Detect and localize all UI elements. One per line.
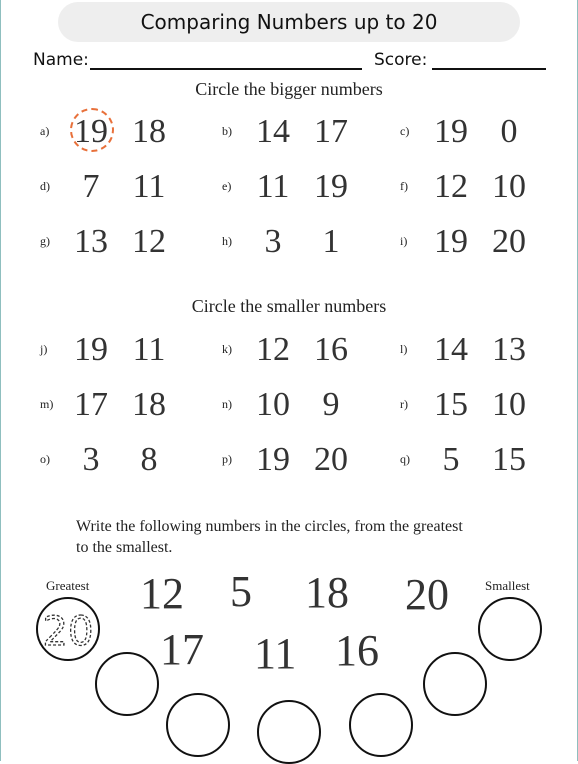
answer-circle-1[interactable] — [36, 597, 100, 661]
score-input-line[interactable] — [432, 68, 546, 70]
example-answer-trace — [38, 599, 98, 659]
choice-number-a[interactable]: 15 — [434, 386, 468, 423]
number-pair-item — [400, 385, 570, 425]
answer-circle-5[interactable] — [349, 693, 413, 757]
number-pair-item — [40, 440, 210, 480]
section1-heading: Circle the bigger numbers — [195, 79, 383, 99]
choice-number-b[interactable]: 20 — [492, 223, 526, 260]
item-letter: p) — [222, 452, 232, 466]
number-pair-item — [40, 167, 210, 207]
number-pair-item — [400, 222, 570, 262]
pool-number: 16 — [335, 626, 379, 675]
choice-number-b[interactable]: 9 — [322, 386, 340, 423]
pool-number: 12 — [140, 569, 184, 618]
answer-circle-2[interactable] — [95, 652, 159, 716]
pool-number: 17 — [160, 625, 204, 674]
item-letter: n) — [222, 397, 232, 411]
choice-number-b[interactable]: 18 — [132, 113, 166, 150]
choice-number-b[interactable]: 1 — [322, 223, 340, 260]
pool-number: 20 — [405, 570, 449, 619]
choice-number-a[interactable]: 19 — [434, 223, 468, 260]
choice-number-b[interactable]: 17 — [314, 113, 348, 150]
title-text: Comparing Numbers up to 20 — [140, 10, 438, 34]
item-letter: a) — [40, 124, 50, 138]
number-pair-item — [400, 330, 570, 370]
choice-number-a[interactable]: 19 — [434, 113, 468, 150]
item-letter: d) — [40, 179, 50, 193]
pool-number: 11 — [254, 629, 297, 678]
choice-number-a[interactable]: 14 — [256, 113, 290, 150]
choice-number-a[interactable]: 14 — [434, 331, 468, 368]
choice-number-b[interactable]: 8 — [140, 441, 158, 478]
number-pair-item — [222, 222, 392, 262]
choice-number-a[interactable]: 3 — [264, 223, 282, 260]
item-letter: m) — [40, 397, 54, 411]
choice-number-a[interactable]: 19 — [74, 113, 108, 150]
answer-circle-3[interactable] — [166, 693, 230, 757]
item-letter: o) — [40, 452, 50, 466]
choice-number-b[interactable]: 13 — [492, 331, 526, 368]
item-letter: r) — [400, 397, 408, 411]
choice-number-a[interactable]: 13 — [74, 223, 108, 260]
smallest-label: Smallest — [485, 578, 530, 593]
item-letter: h) — [222, 234, 232, 248]
number-pair-item — [40, 330, 210, 370]
choice-number-b[interactable]: 16 — [314, 331, 348, 368]
number-pair-item — [400, 440, 570, 480]
number-pair-item — [222, 167, 392, 207]
instruction-line-2: to the smallest. — [76, 539, 173, 556]
choice-number-a[interactable]: 3 — [82, 441, 100, 478]
item-letter: l) — [400, 342, 408, 356]
worksheet-title — [58, 2, 520, 42]
choice-number-b[interactable]: 12 — [132, 223, 166, 260]
pool-number: 18 — [305, 568, 349, 617]
number-pair-item — [40, 385, 210, 425]
greatest-label: Greatest — [46, 578, 90, 593]
item-letter: j) — [40, 342, 48, 356]
choice-number-b[interactable]: 10 — [492, 168, 526, 205]
number-pair-item — [400, 167, 570, 207]
choice-number-a[interactable]: 7 — [82, 168, 100, 205]
choice-number-b[interactable]: 10 — [492, 386, 526, 423]
choice-number-b[interactable]: 19 — [314, 168, 348, 205]
item-letter: i) — [400, 234, 408, 248]
section2-heading: Circle the smaller numbers — [191, 296, 387, 316]
choice-number-b[interactable]: 18 — [132, 386, 166, 423]
answer-circle-7[interactable] — [478, 597, 542, 661]
choice-number-b[interactable]: 11 — [132, 168, 166, 205]
choice-number-b[interactable]: 0 — [500, 113, 518, 150]
choice-number-a[interactable]: 12 — [434, 168, 468, 205]
answer-circle-6[interactable] — [423, 652, 487, 716]
score-label: Score: — [374, 50, 428, 70]
traced-answer-text: 20 — [42, 609, 94, 651]
choice-number-b[interactable]: 20 — [314, 441, 348, 478]
answer-circle-4[interactable] — [257, 700, 321, 764]
name-input-line[interactable] — [90, 68, 362, 70]
pool-number: 5 — [230, 567, 252, 616]
choice-number-a[interactable]: 11 — [256, 168, 290, 205]
item-letter: e) — [222, 179, 232, 193]
choice-number-b[interactable]: 11 — [132, 331, 166, 368]
number-pair-item — [40, 222, 210, 262]
item-letter: f) — [400, 179, 408, 193]
number-pair-item — [222, 330, 392, 370]
number-pair-item — [40, 112, 210, 152]
choice-number-b[interactable]: 15 — [492, 441, 526, 478]
number-pair-item — [222, 112, 392, 152]
number-pair-item — [222, 440, 392, 480]
choice-number-a[interactable]: 19 — [256, 441, 290, 478]
choice-number-a[interactable]: 19 — [74, 331, 108, 368]
item-letter: k) — [222, 342, 232, 356]
traced-number-icon — [42, 607, 94, 651]
item-letter: g) — [40, 234, 50, 248]
name-label: Name: — [33, 50, 89, 70]
instruction-line-1: Write the following numbers in the circles, from the greatest — [76, 518, 463, 535]
choice-number-a[interactable]: 12 — [256, 331, 290, 368]
choice-number-a[interactable]: 17 — [74, 386, 108, 423]
item-letter: b) — [222, 124, 232, 138]
number-pair-item — [222, 385, 392, 425]
choice-number-a[interactable]: 5 — [442, 441, 460, 478]
ordering-instruction — [76, 516, 536, 558]
item-letter: c) — [400, 124, 410, 138]
choice-number-a[interactable]: 10 — [256, 386, 290, 423]
number-pair-item — [400, 112, 570, 152]
item-letter: q) — [400, 452, 410, 466]
